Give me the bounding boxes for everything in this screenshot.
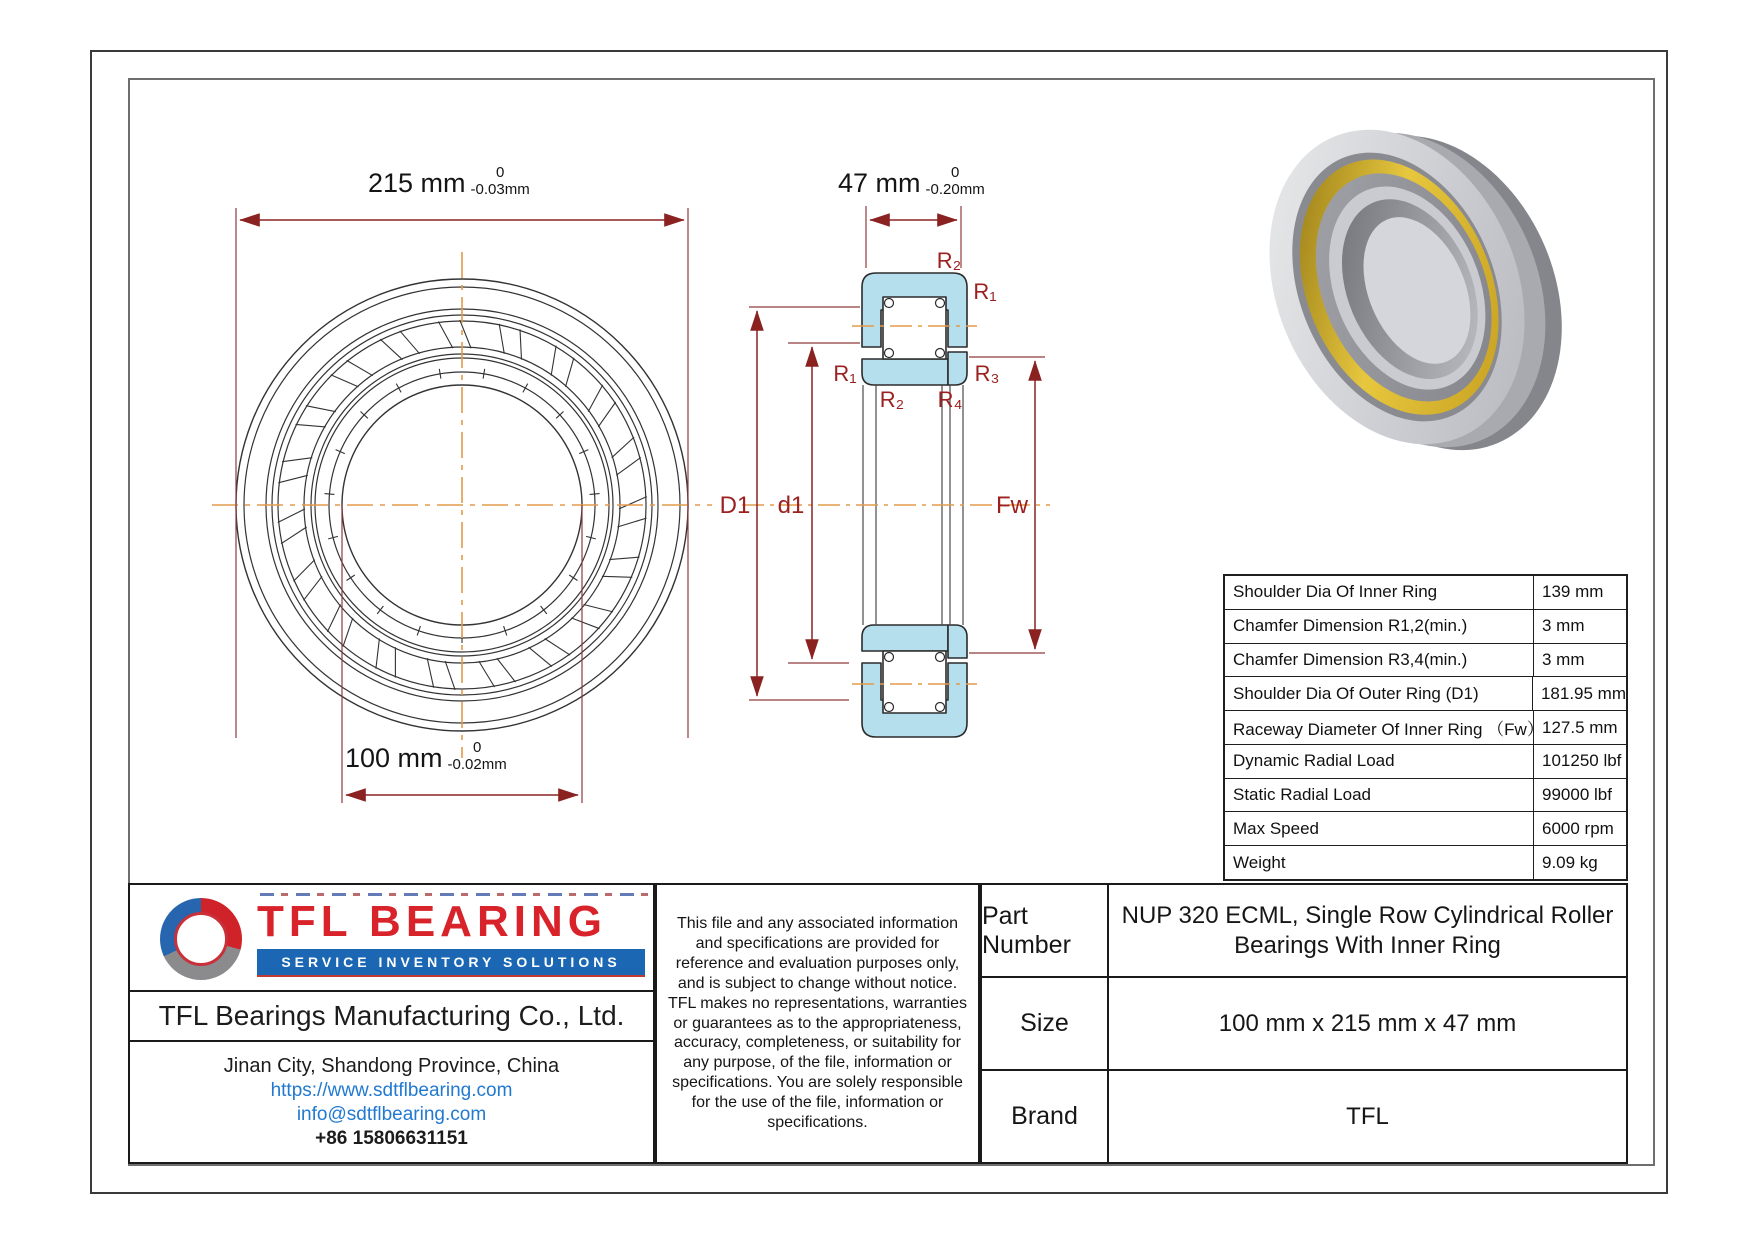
disclaimer-cell (655, 883, 980, 1164)
dim-bore (345, 739, 507, 775)
dim-od-tol-upper: 0 (495, 164, 505, 181)
dim-bore-tol-upper: 0 (472, 739, 482, 756)
dim-width-tol-upper: 0 (950, 164, 960, 181)
label-d1: d1 (777, 492, 805, 519)
table-row: Shoulder Dia Of Outer Ring (D1) 181.95 mm (1225, 677, 1626, 711)
email-link[interactable]: info@sdtflbearing.com (296, 1103, 487, 1125)
table-row: Dynamic Radial Load 101250 lbf (1225, 745, 1626, 779)
company-block (128, 883, 655, 1164)
label-D1: D1 (719, 492, 751, 519)
spec-table (1223, 574, 1628, 881)
dim-width-tol-lower: -0.20mm (925, 180, 985, 198)
part-number-label: Part Number (982, 885, 1109, 976)
dim-od (368, 164, 530, 200)
brand-label: Brand (982, 1071, 1109, 1162)
logo-tagline: SERVICE INVENTORY SOLUTIONS (257, 949, 645, 977)
size-value: 100 mm x 215 mm x 47 mm (1218, 1009, 1517, 1037)
disclaimer-text: This file and any associated information and specifications are provided for reference and evaluation purposes only, and is subject to change without notice. TFL makes no representations, warranties or guarantees as to the appropriateness, accuracy, completeness, or suitability for any purpose, of the file, information or specifications. You are solely responsible for the use of the file, information or specifications. (667, 915, 968, 1131)
dim-bore-tol-lower: -0.02mm (447, 755, 507, 773)
size-label: Size (982, 978, 1109, 1069)
company-address: Jinan City, Shandong Province, China (223, 1054, 560, 1077)
table-row: Static Radial Load 99000 lbf (1225, 779, 1626, 813)
table-row: Chamfer Dimension R1,2(min.) 3 mm (1225, 610, 1626, 644)
table-row: Raceway Diameter Of Inner Ring （Fw） 127.5 mm (1225, 711, 1626, 745)
dim-bore-value: 100 mm (345, 743, 443, 773)
phone-number: +86 15806631151 (315, 1127, 468, 1149)
logo-area (130, 885, 653, 992)
table-row: Chamfer Dimension R3,4(min.) 3 mm (1225, 644, 1626, 678)
label-R2-top: R₂ (936, 248, 962, 273)
table-row: Max Speed 6000 rpm (1225, 812, 1626, 846)
table-row (982, 885, 1626, 978)
label-Fw: Fw (996, 492, 1028, 519)
company-name: TFL Bearings Manufacturing Co., Ltd. (130, 992, 653, 1042)
contact-info (130, 1042, 653, 1162)
dim-od-value: 215 mm (368, 168, 466, 198)
label-R4: R₄ (937, 387, 963, 412)
table-row: Weight 9.09 kg (1225, 846, 1626, 879)
table-row (982, 978, 1626, 1071)
dim-od-tol-lower: -0.03mm (470, 180, 530, 198)
website-link[interactable]: https://www.sdtflbearing.com (270, 1079, 513, 1101)
part-number-value: NUP 320 ECML, Single Row Cylindrical Roller Bearings With Inner Ring (1121, 901, 1614, 959)
label-R1-bottom: R₁ (833, 361, 857, 386)
label-R2-bottom: R₂ (879, 387, 905, 412)
table-row (982, 1071, 1626, 1162)
part-info-table (980, 883, 1628, 1164)
logo-brand-text: TFL BEARING (257, 897, 607, 946)
brand-value: TFL (1346, 1102, 1389, 1130)
label-R3: R₃ (974, 361, 1000, 386)
table-row: Shoulder Dia Of Inner Ring 139 mm (1225, 576, 1626, 610)
label-R1-top: R₁ (973, 279, 997, 304)
tfl-logo-icon (160, 898, 242, 980)
dim-width (838, 164, 985, 200)
dim-width-value: 47 mm (838, 168, 921, 198)
